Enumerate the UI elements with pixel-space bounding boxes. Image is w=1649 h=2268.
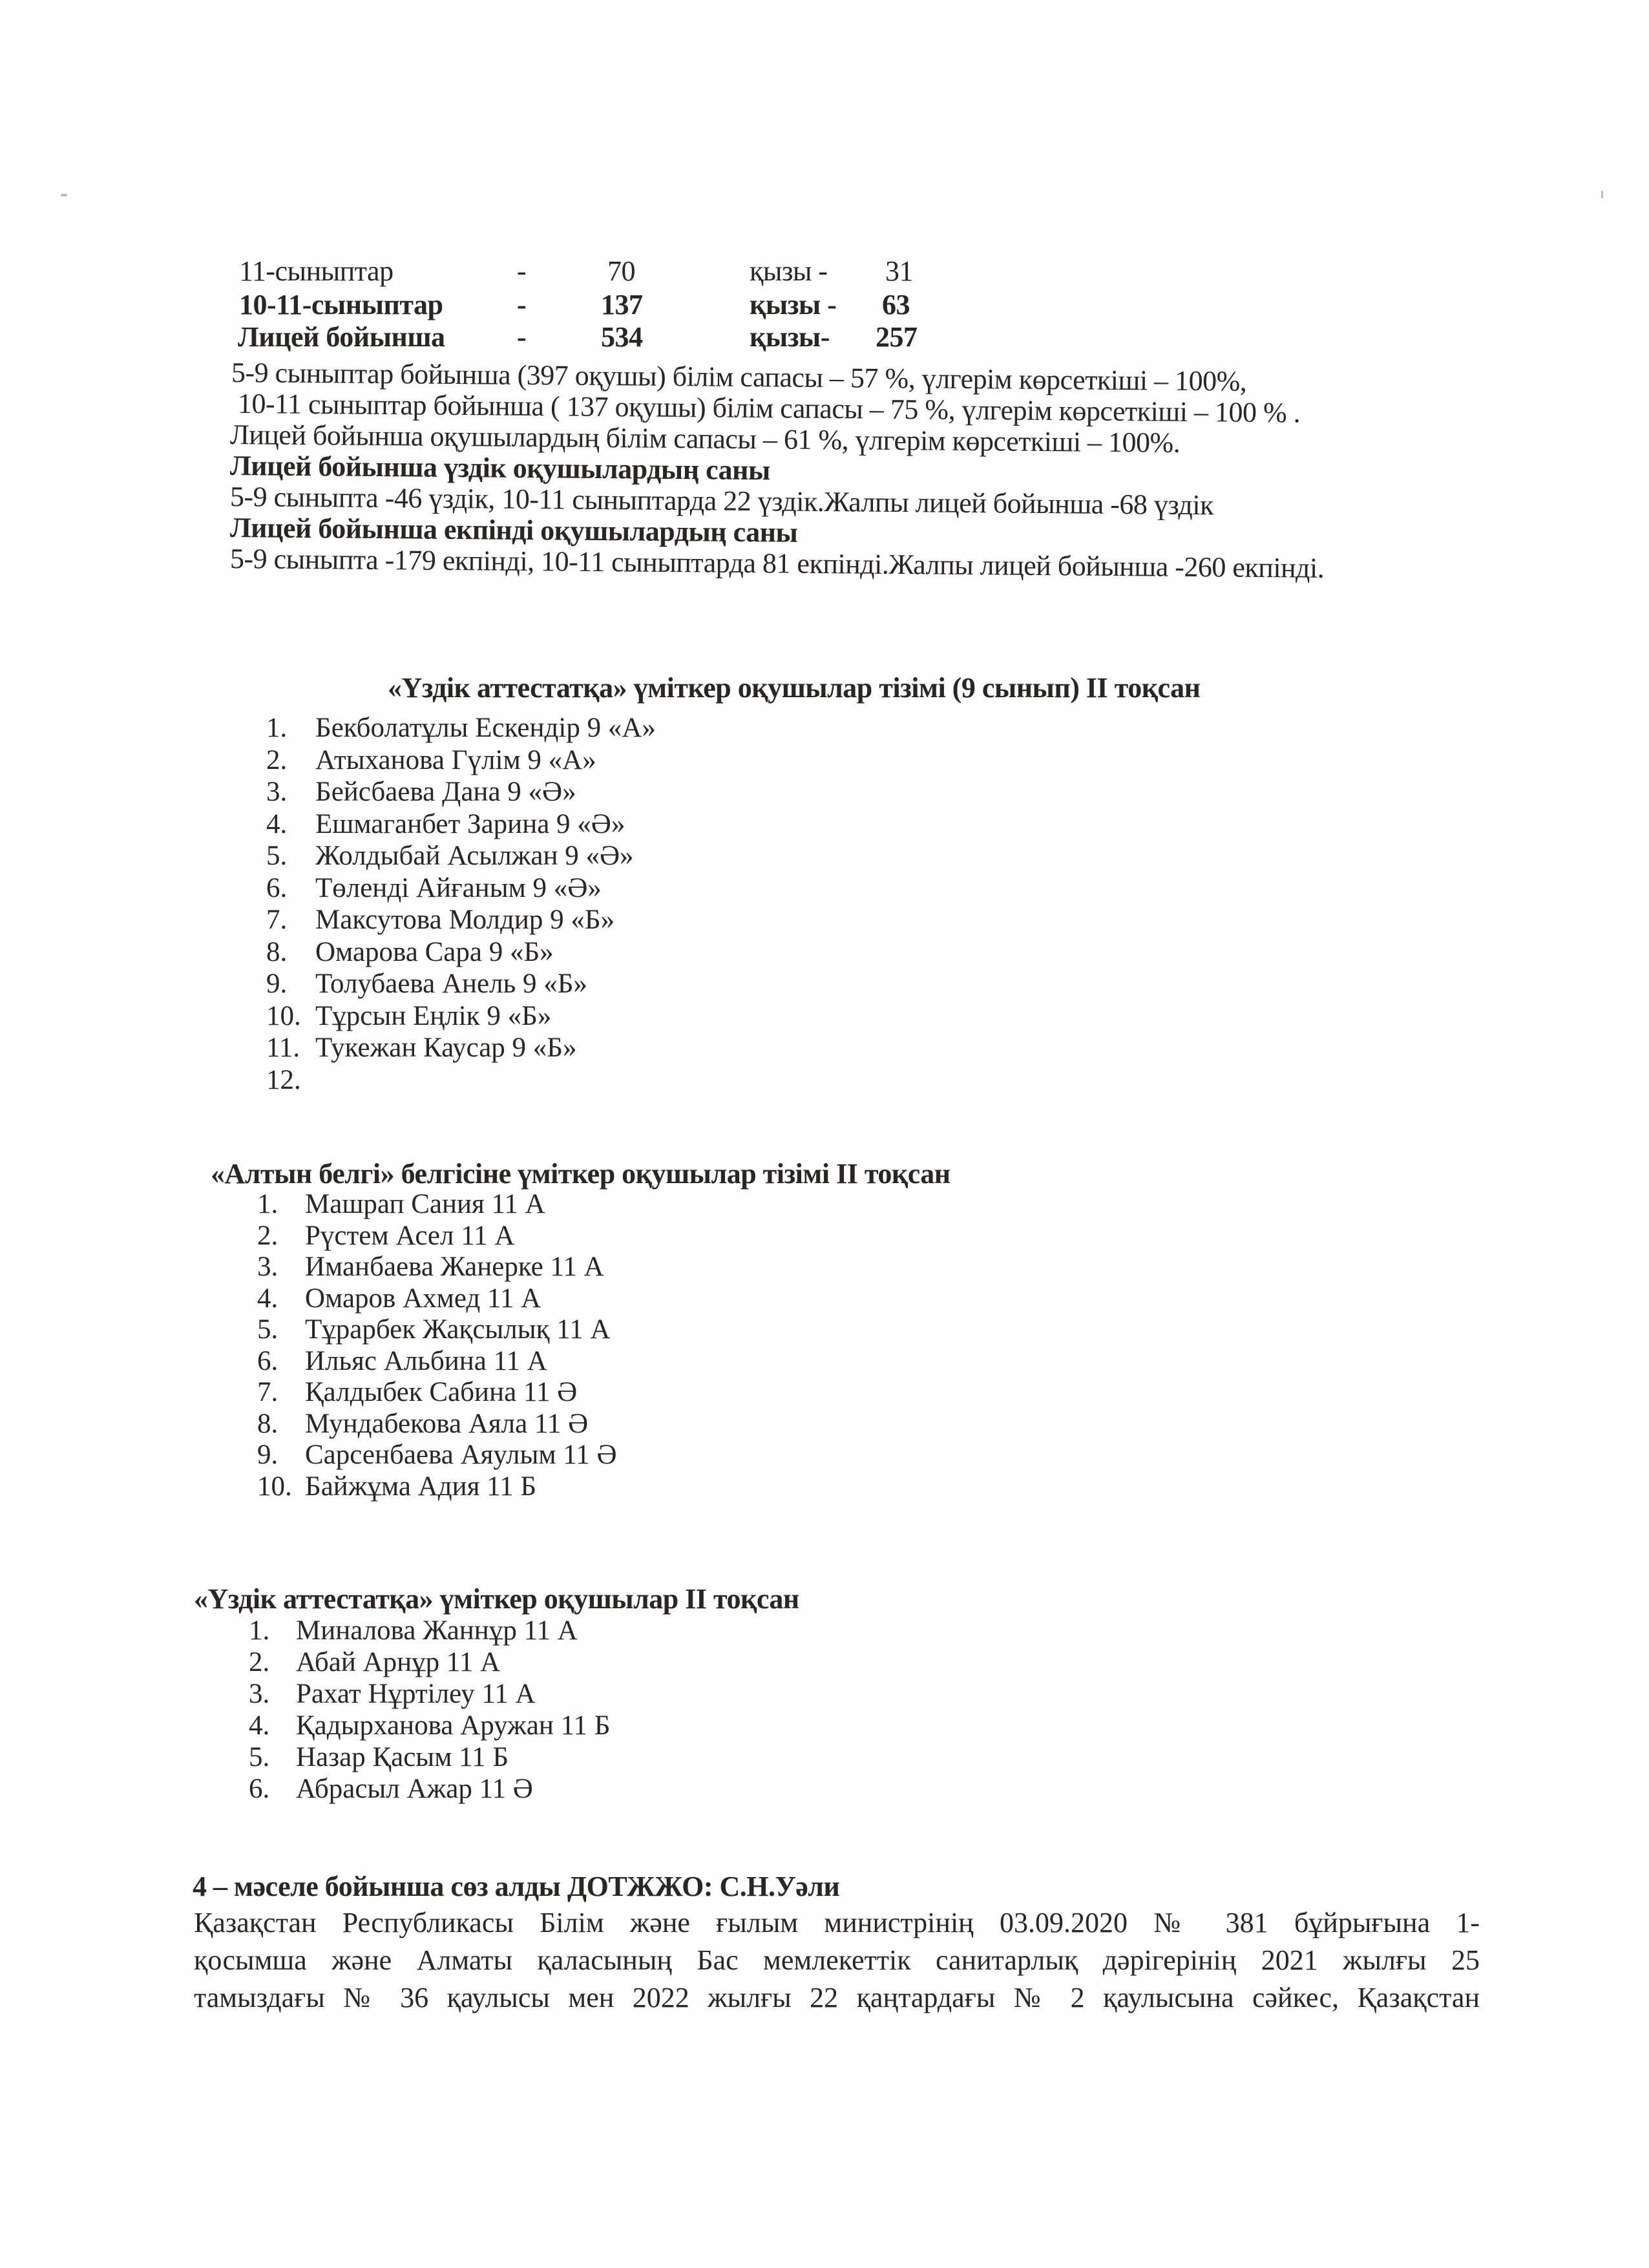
list-item-name: Ильяс Альбина 11 А (305, 1345, 547, 1376)
list-item-number: 7. (266, 905, 288, 935)
good-text: 5-9 сыныпта -179 екпінді, 10-11 сыныптарда 81 екпінді.Жалпы лицей бойынша -260 екпінді. (229, 543, 1325, 584)
list-item-number: 4. (266, 808, 288, 839)
list-item-number: 8. (266, 936, 288, 967)
list-item-number: 2. (249, 1647, 270, 1677)
issue4-line: қосымша және Алматы қаласының Бас мемлекеттік санитарлық дәрігерінің 2021 жылғы 25 (194, 1944, 1480, 1976)
list-item (266, 1001, 1235, 1032)
quality-line-lyceum: Лицей бойынша оқушылардың білім сапасы – 61 %, үлгерім көрсеткіші – 100%. (229, 419, 1181, 459)
list-item-name: Абай Арнұр 11 А (296, 1647, 501, 1677)
list-item (257, 1409, 1226, 1440)
list-item-number: 2. (257, 1220, 278, 1251)
list-item (257, 1283, 1226, 1314)
list-item (257, 1221, 1226, 1252)
list-item-name: Сарсенбаева Аяулым 11 Ә (305, 1440, 617, 1470)
list-item-number: 11. (266, 1033, 300, 1063)
list-item-number: 1. (266, 713, 288, 743)
list-item-name: Назар Қасым 11 Б (296, 1742, 509, 1772)
row-count: 137 (601, 289, 643, 320)
list-item-number: 8. (257, 1408, 278, 1439)
list-item (266, 905, 1235, 936)
list-item-number: 2. (266, 744, 288, 775)
list-item-number: 3. (257, 1252, 278, 1282)
list-item (266, 1033, 1235, 1064)
list-item-number: 10. (257, 1471, 292, 1502)
list-item-name: Иманбаева Жанерке 11 А (305, 1252, 604, 1282)
list-item-number: 1. (249, 1615, 270, 1646)
list-item-number: 5. (257, 1314, 278, 1345)
good-heading: Лицей бойынша екпінді оқушылардың саны (229, 512, 798, 549)
list-item (257, 1346, 1226, 1377)
list-item (249, 1710, 1218, 1741)
girls-count: 31 (885, 255, 913, 287)
issue4-heading: 4 – мәселе бойынша сөз алды ДОТЖЖО: С.Н.Уәли (193, 1871, 840, 1902)
list-item-number: 5. (266, 841, 288, 871)
list-item (249, 1647, 1218, 1678)
list-11th-heading: «Үздік аттестатқа» үміткер оқушылар ІІ тоқсан (194, 1583, 799, 1615)
list-item-name: Бейсбаева Дана 9 «Ә» (315, 777, 576, 807)
list-item-name: Тұрарбек Жақсылық 11 А (305, 1314, 611, 1345)
list-9th-heading: «Үздік аттестатқа» үміткер оқушылар тізімі (9 сынып) ІІ тоқсан (388, 672, 1201, 704)
list-item-number: 3. (249, 1679, 270, 1709)
issue4-line: Қазақстан Республикасы Білім және ғылым министрінің 03.09.2020 № 381 бұйрығына 1- (194, 1907, 1480, 1938)
list-item (266, 809, 1235, 840)
row-dash: - (517, 289, 527, 320)
row-label: 11-сыныптар (239, 255, 394, 287)
list-item (249, 1679, 1218, 1710)
row-dash: - (517, 321, 527, 353)
list-item-number: 9. (257, 1440, 278, 1470)
girls-count: 257 (876, 321, 918, 353)
list-item-name: Рахат Нұртілеу 11 А (296, 1679, 536, 1709)
list-item-name: Қадырханова Аружан 11 Б (296, 1710, 611, 1741)
list-item-name: Толубаева Анель 9 «Б» (315, 969, 587, 999)
list-item (249, 1742, 1218, 1773)
list-item-name: Миналова Жаннұр 11 А (296, 1615, 578, 1646)
list-item-name: Жолдыбай Асылжан 9 «Ә» (315, 841, 634, 871)
list-item (257, 1314, 1226, 1345)
list-item-name: Омарова Сара 9 «Б» (315, 936, 554, 967)
quality-line-10-11: 10-11 сыныптар бойынша ( 137 оқушы) білім сапасы – 75 %, үлгерім көрсеткіші – 100 % . (237, 388, 1301, 429)
list-item-number: 9. (266, 969, 288, 999)
scan-speck (61, 194, 67, 196)
list-item (266, 745, 1235, 776)
list-item-name: Байжұма Адия 11 Б (305, 1471, 537, 1502)
girls-count: 63 (882, 289, 910, 320)
list-item (266, 937, 1235, 968)
row-count: 70 (607, 255, 635, 287)
list-item (257, 1189, 1226, 1220)
list-item-name: Тукежан Каусар 9 «Б» (315, 1033, 577, 1063)
row-count: 534 (601, 321, 643, 353)
issue4-line: тамыздағы № 36 қаулысы мен 2022 жылғы 22 қаңтардағы № 2 қаулысына сәйкес, Қазақстан (194, 1982, 1480, 2013)
list-item-number: 4. (257, 1283, 278, 1314)
excellent-text: 5-9 сыныпта -46 үздік, 10-11 сыныптарда 22 үздік.Жалпы лицей бойынша -68 үздік (229, 481, 1214, 521)
list-item (266, 841, 1235, 872)
list-item (266, 1065, 1235, 1096)
list-item-number: 1. (257, 1189, 278, 1219)
list-item (257, 1252, 1226, 1283)
girls-label: қызы - (750, 255, 828, 287)
list-gold-heading: «Алтын белгі» белгісіне үміткер оқушылар тізімі ІІ тоқсан (211, 1158, 951, 1190)
list-item (257, 1471, 1226, 1502)
quality-line-5-9: 5-9 сыныптар бойынша (397 оқушы) білім сапасы – 57 %, үлгерім көрсеткіші – 100%, (231, 357, 1247, 397)
list-item-name: Мундабекова Аяла 11 Ә (305, 1408, 589, 1439)
list-item-number: 12. (266, 1064, 301, 1095)
list-item-number: 3. (266, 777, 288, 807)
row-dash: - (517, 255, 527, 287)
excellent-heading: Лицей бойынша үздік оқушылардың саны (229, 450, 771, 487)
list-item-name: Ешмаганбет Зарина 9 «Ә» (315, 808, 625, 839)
list-item-number: 5. (249, 1742, 270, 1772)
list-item (266, 873, 1235, 904)
list-item (266, 777, 1235, 808)
list-item-name: Омаров Ахмед 11 А (305, 1283, 541, 1314)
list-item-number: 4. (249, 1710, 270, 1741)
list-item-number: 7. (257, 1377, 278, 1407)
list-item (249, 1774, 1218, 1805)
list-item-name: Рүстем Асел 11 А (305, 1220, 515, 1251)
row-label: 10-11-сыныптар (239, 289, 443, 320)
list-item (266, 713, 1235, 744)
row-label: Лицей бойынша (238, 321, 445, 353)
list-item-number: 6. (249, 1774, 270, 1804)
list-item-name: Бекболатұлы Ескендір 9 «А» (315, 713, 656, 743)
list-item-name: Атыханова Гүлім 9 «А» (315, 744, 596, 775)
list-item-number: 6. (257, 1345, 278, 1376)
list-item (257, 1377, 1226, 1408)
list-item-name: Тұрсын Еңлік 9 «Б» (315, 1000, 552, 1031)
list-item (257, 1440, 1226, 1471)
list-item (266, 969, 1235, 1000)
girls-label: қызы- (750, 321, 830, 353)
list-item-number: 6. (266, 872, 288, 903)
list-item-number: 10. (266, 1000, 301, 1031)
list-item-name: Төленді Айғаным 9 «Ә» (315, 872, 602, 903)
list-item-name: Қалдыбек Сабина 11 Ә (305, 1377, 578, 1407)
list-item-name: Абрасыл Ажар 11 Ә (296, 1774, 533, 1804)
list-item-name: Машрап Сания 11 А (305, 1189, 545, 1219)
girls-label: қызы - (750, 289, 837, 320)
scan-speck (1601, 191, 1603, 198)
list-item-name: Максутова Молдир 9 «Б» (315, 905, 615, 935)
list-item (249, 1615, 1218, 1646)
